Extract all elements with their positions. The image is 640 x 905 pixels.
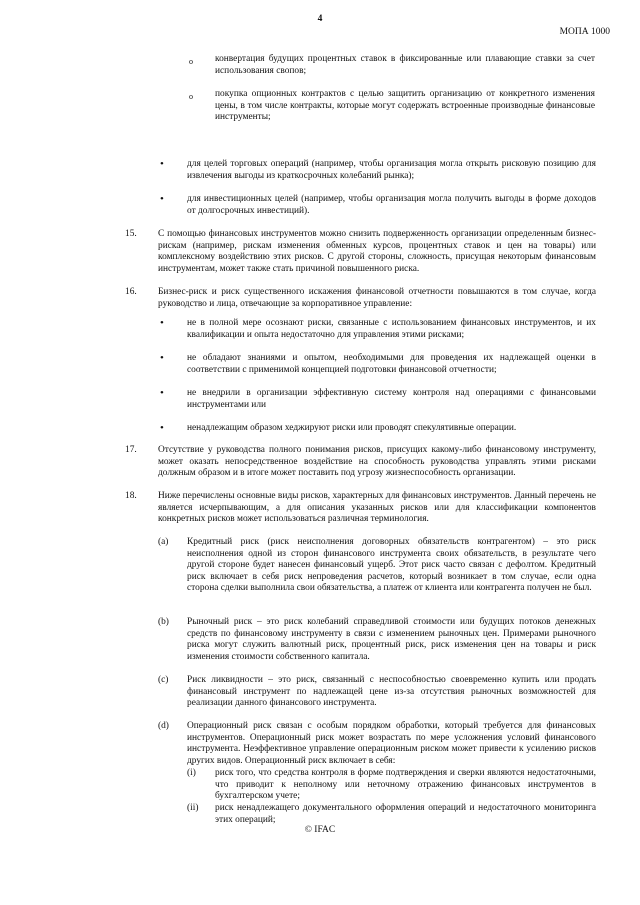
bullet-marker: • [160,158,164,170]
bullet-text: для инвестиционных целей (например, чтобы организация могла получить выгоды в форме доходов от долгосрочных инвестиций). [187,194,596,216]
bullet-marker: • [160,352,164,364]
paragraph-15: С помощью финансовых инструментов можно снизить подверженность организации определенным бизнес-рискам (например, рискам изменения обменных курсов, процентных ставок и цен на товары) или комплексному воздействию этих рисков. С другой стороны, сложность, присущая некоторым финансовым инструментам, может также стать причиной повышенного риска. [158,229,596,274]
paragraph-number: 16. [125,287,137,297]
sub-bullet-text: конвертация будущих процентных ставок в фиксированные или плавающие ставки за счет использования свопов; [215,54,595,76]
subitem-text: риск того, что средства контроля в форме подтверждения и сверки являются недостаточными, что приводит к неполному или неточному отражению финансовых инструментов в бухгалтерском учете; [215,768,596,802]
item-operational-risk: Операционный риск связан с особым порядком обработки, который требуется для финансовых инструментов. Операционный риск может возрастать по мере усложнения условий финансового инструмента. Неэффективное управление операционным риском может привести к усилению рисков других видов. Операционный риск включает в себя: [187,721,596,766]
item-label: (a) [158,537,169,547]
item-credit-risk: Кредитный риск (риск неисполнения договорных обязательств контрагентом) – это риск неисполнения одной из сторон финансового инструмента своих обязательств, в результате чего другой стороне будет нанесен финансовый ущерб. Этот риск часто связан с дефолтом. Кредитный риск включает в себя риск непроведения расчетов, который возникает в том случае, если одна сторона сделки выполнила свои обязательства, а платеж от клиента или контрагента получен не был. [187,537,596,594]
bullet-marker: • [160,193,164,205]
page-number: 4 [317,14,323,24]
paragraph-16: Бизнес-риск и риск существенного искажения финансовой отчетности повышаются в том случае, когда руководство и лица, отвечающие за корпоративное управление: [158,287,596,309]
bullet-text: ненадлежащим образом хеджируют риски или проводят спекулятивные операции. [187,423,517,433]
bullet-text: не в полной мере осознают риски, связанные с использованием финансовых инструментов, и их квалификации и опыта недостаточно для управления этими рисками; [187,318,596,340]
item-label: (b) [158,617,169,627]
bullet-text: для целей торговых операций (например, чтобы организация могла открыть рисковую позицию для извлечения выгоды из краткосрочных колебаний рынка); [187,159,596,181]
bullet-text: не внедрили в организации эффективную систему контроля над операциями с финансовыми инструментами или [187,388,596,410]
standard-code-header: МОПА 1000 [559,27,610,37]
paragraph-18: Ниже перечислены основные виды рисков, характерных для финансовых инструментов. Данный перечень не является исчерпывающим, а для описания указанных рисков или для классификации компонентов конкретных рисков может использоваться различная терминология. [158,491,596,525]
subitem-text: риск ненадлежащего документального оформления операций и недостаточного мониторинга этих операций; [215,803,596,825]
bullet-marker: • [160,317,164,329]
item-label: (c) [158,675,169,685]
paragraph-number: 17. [125,445,137,455]
subitem-label: (i) [187,768,196,778]
bullet-marker: • [160,422,164,434]
paragraph-number: 15. [125,229,137,239]
item-liquidity-risk: Риск ликвидности – это риск, связанный с неспособностью своевременно купить или продать финансовый инструмент по надлежащей цене из-за отсутствия рыночных возможностей для реализации данного финансового инструмента. [187,675,596,709]
sub-bullet-text: покупка опционных контрактов с целью защитить организацию от конкретного изменения цены, в том числе контракты, которые могут содержать встроенные производные финансовые инструменты; [215,89,595,123]
sub-bullet-marker: o [189,92,193,101]
item-market-risk: Рыночный риск – это риск колебаний справедливой стоимости или будущих потоков денежных средств по финансовому инструменту в связи с изменением рыночных цен. Примерами рыночного риска могут служить валютный риск, процентный риск, риск изменения цен на товары и риск изменения стоимости собственного капитала. [187,617,596,662]
bullet-text: не обладают знаниями и опытом, необходимыми для проведения их надлежащей оценки в соответствии с применимой концепцией подготовки финансовой отчетности; [187,353,596,375]
copyright-footer: © IFAC [304,825,336,835]
subitem-label: (ii) [187,803,199,813]
item-label: (d) [158,721,169,731]
sub-bullet-marker: o [189,57,193,66]
paragraph-17: Отсутствие у руководства полного понимания рисков, присущих какому-либо финансовому инструменту, может оказать непосредственное воздействие на способность руководства управлять этими рисками должным образом и в итоге может поставить под угрозу жизнеспособность организации. [158,445,596,479]
bullet-marker: • [160,387,164,399]
paragraph-number: 18. [125,491,137,501]
